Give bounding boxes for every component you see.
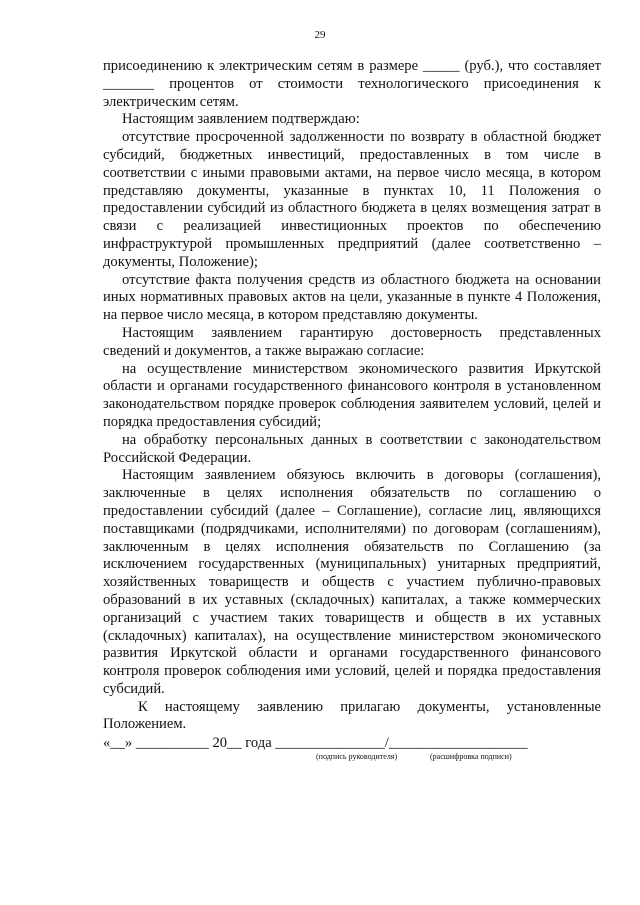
page-number: 29 [314,29,326,41]
paragraph-no-debt: отсутствие просроченной задолженности по возврату в областной бюджет субсидий, бюджетных инвестиций, предоставленных в том числе в соответствии с иными правовыми актами, на первое число месяца, в котором представляю документы, указанные в пунктах 10, 11 Положения о предоставлении субсидий из областного бюджета в целях возмещения затрат в связи с реализацией инвестиционных проектов по обеспечению инфраструктурой промышленных предприятий (далее соответственно – документы, Положение); [103,129,601,270]
paragraph-fee-continuation: присоединению к электрическим сетям в размере _____ (руб.), что составляет _______ процентов от стоимости технологического присоединения к электрическим сетям. [103,58,601,110]
paragraph-confirm-heading: Настоящим заявлением подтверждаю: [122,111,360,128]
caption-signature: (подпись руководителя) [316,752,398,761]
paragraph-obligation: Настоящим заявлением обязуюсь включить в договоры (соглашения), заключенные в целях исполнения обязательств по соглашению о предоставлении субсидий (далее – Соглашение), согласие лиц, являющихся поставщиками (подрядчиками, исполнителями) по договорам (соглашениям), заключенным в целях исполнения обязательств по Соглашению (за исключением государственных (муниципальных) унитарных предприятий, хозяйственных товариществ и обществ с участием публично-правовых образований в их уставных (складочных) капиталах, а также коммерческих организаций с участием таких товариществ и обществ в их уставных (складочных) капиталах), на осуществление министерством экономического развития Иркутской области и органами государственного финансового контроля проверок соблюдения ими условий, целей и порядка предоставления субсидий. [103,467,601,697]
paragraph-no-other-funds: отсутствие факта получения средств из областного бюджета на основании иных нормативных правовых актов на цели, указанные в пункте 4 Положения, на первое число месяца, в котором представляю документы. [103,271,601,324]
caption-decoding: (расшифровка подписи) [430,752,512,761]
paragraph-attachments: К настоящему заявлению прилагаю документы, установленные Положением. [103,698,601,733]
paragraph-consent-personal-data: на обработку персональных данных в соответствии с законодательством Российской Федерации. [103,431,601,466]
document-body [103,58,601,734]
paragraph-guarantee: Настоящим заявлением гарантирую достоверность представленных сведений и документов, а также выражаю согласие: [103,324,601,359]
paragraph-consent-inspections: на осуществление министерством экономического развития Иркутской области и органами государственного финансового контроля в установленном законодательством порядке проверок соблюдения заявителем условий, целей и порядка предоставления субсидий; [103,360,601,430]
signature-date-line: «__» __________ 20__ года _______________/___________________ [103,735,528,751]
